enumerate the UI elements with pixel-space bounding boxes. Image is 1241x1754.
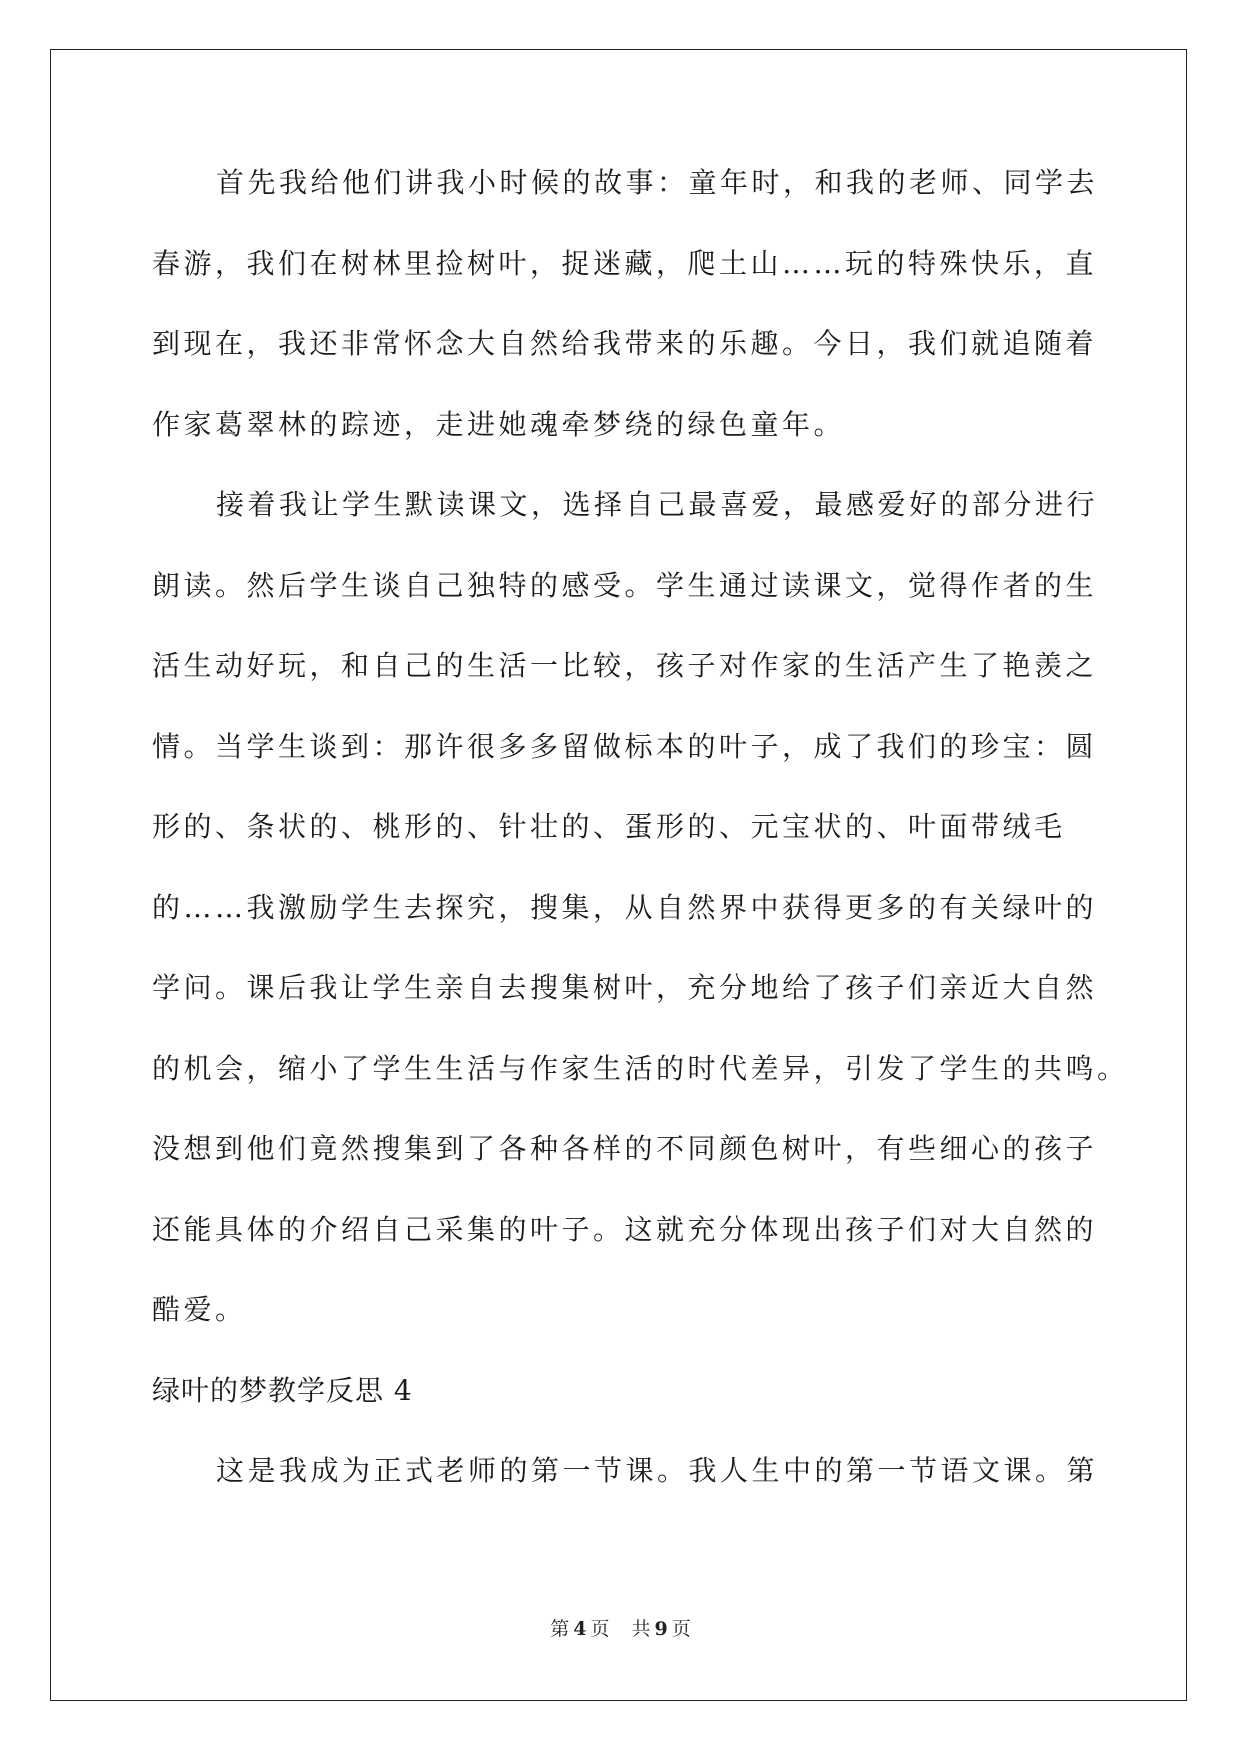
total-suffix: 页 [671,1618,691,1640]
paragraph-line: 形的、条状的、桃形的、针壮的、蛋形的、元宝状的、叶面带绒毛 [152,810,1066,843]
page-prefix: 第 [550,1618,570,1640]
page-suffix: 页 [590,1618,610,1640]
paragraph-line: 情。当学生谈到：那许很多多留做标本的叶子，成了我们的珍宝：圆 [152,729,1098,763]
paragraph-line: 还能具体的介绍自己采集的叶子。这就充分体现出孩子们对大自然的 [152,1212,1098,1246]
document-body [152,163,1129,1532]
paragraph-line: 到现在，我还非常怀念大自然给我带来的乐趣。今日，我们就追随着 [152,327,1098,360]
paragraph-line: 活生动好玩，和自己的生活一比较，孩子对作家的生活产生了艳羡之 [152,649,1098,682]
paragraph-line: 春游，我们在树林里捡树叶，捉迷藏，爬土山……玩的特殊快乐，直 [152,246,1098,280]
paragraph-line: 酷爱。 [152,1293,247,1326]
paragraph-line: 接着我让学生默读课文，选择自己最喜爱，最感爱好的部分进行 [216,488,1099,521]
paragraph-line: 首先我给他们讲我小时候的故事：童年时，和我的老师、同学去 [216,166,1099,199]
page-footer [0,1617,1241,1641]
paragraph-line: 的机会，缩小了学生生活与作家生活的时代差异，引发了学生的共鸣。 [152,1051,1129,1085]
total-prefix: 共 [631,1618,651,1640]
paragraph-line: 没想到他们竟然搜集到了各种各样的不同颜色树叶，有些细心的孩子 [152,1132,1098,1165]
paragraph-line: 朗读。然后学生谈自己独特的感受。学生通过读课文，觉得作者的生 [152,568,1098,602]
paragraph-line: 的……我激励学生去探究，搜集，从自然界中获得更多的有关绿叶的 [152,890,1098,924]
paragraph-line: 这是我成为正式老师的第一节课。我人生中的第一节语文课。第 [216,1454,1099,1487]
paragraph-line: 学问。课后我让学生亲自去搜集树叶，充分地给了孩子们亲近大自然 [152,971,1098,1004]
paragraph-line: 作家葛翠林的踪迹，走进她魂牵梦绕的绿色童年。 [152,407,846,441]
total-page-count: 9 [654,1618,668,1640]
section-heading: 绿叶的梦教学反思 4 [152,1373,413,1407]
current-page-number: 4 [573,1618,587,1640]
